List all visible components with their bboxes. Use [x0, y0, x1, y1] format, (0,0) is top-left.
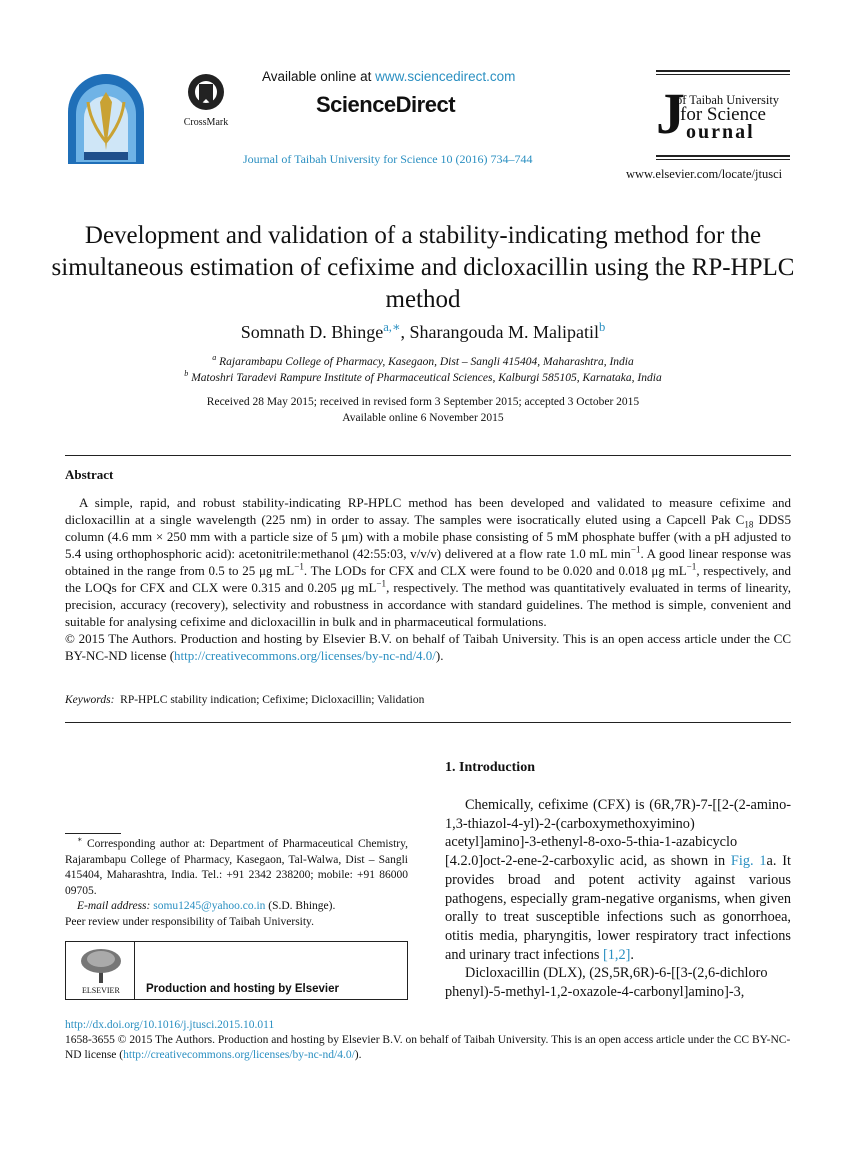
text-segment: ). [354, 1049, 362, 1061]
text-segment: −1 [376, 578, 387, 589]
journal-info[interactable]: Journal of Taibah University for Science 10 (2016) 734–744 [243, 152, 533, 166]
inline-link[interactable]: http://creativecommons.org/licenses/by-nc-nd/4.0/ [123, 1049, 355, 1061]
section-heading-introduction: 1. Introduction [445, 760, 535, 775]
text-segment: −1 [294, 561, 304, 572]
affiliation-a [0, 353, 846, 368]
divider [134, 942, 135, 999]
text-segment: 1658-3655 © 2015 The Authors. Production and hosting by Elsevier B.V. on behalf of Taibah University. This is an open access article under the CC BY-NC-ND license ( [65, 1034, 791, 1061]
journal-logo-j: J [656, 81, 685, 146]
divider [65, 455, 791, 456]
text-segment: , respectively, and the LOQs for CFX and CLX were 0.315 and 0.205 μg mL [65, 563, 792, 595]
peer-review: Peer review under responsibility of Taibah University. [65, 915, 314, 928]
authors [0, 322, 846, 343]
page-footer [65, 1018, 791, 1063]
text-segment: , respectively. The method was quantitatively evaluated in terms of linearity, precision, accuracy (recovery), selectivity and robustness in accordance with standard guidelines. The method is simple, convenient and suitable for analysing cefixime and dicloxacillin in bulk and in pharmaceutical formulations. [65, 580, 791, 629]
author-separator: , [400, 322, 410, 342]
text-segment: ∗ [77, 835, 83, 845]
footnote [65, 837, 408, 930]
email-suffix: (S.D. Bhinge). [265, 900, 336, 912]
journal-logo-line3: ournal [686, 121, 755, 143]
text-segment: . A good linear response was obtained in the range from 0.5 to 25 μg mL [65, 546, 791, 578]
dates-online: Available online 6 November 2015 [342, 412, 504, 424]
affiliation-mark: a [212, 353, 217, 363]
text-segment: a. It provides broad and potent activity against various pathogens, especially gram-negative organisms, when given orally to treat susceptible infections such as gonorrhoea, otitis media, pharyngitis, lower respiratory tract infections and urinary tract infections [445, 853, 791, 963]
inline-link[interactable]: Fig. 1 [730, 853, 767, 870]
text-segment: −1 [630, 544, 641, 555]
journal-logo [656, 70, 790, 163]
abstract-copyright [65, 630, 791, 664]
email-label: E-mail address: [77, 900, 154, 912]
text-segment: . [630, 946, 634, 963]
text-segment: −1 [686, 561, 697, 572]
email-link[interactable]: somu1245@yahoo.co.in [153, 900, 266, 912]
affiliation-text: Rajarambapu College of Pharmacy, Kasegaon, Dist – Sangli 415404, Maharashtra, India [219, 356, 634, 368]
journal-logo-line1: of Taibah University [676, 93, 780, 107]
abstract [65, 494, 791, 664]
paragraph [445, 796, 791, 964]
keywords [65, 694, 424, 706]
crossmark-badge[interactable] [180, 72, 232, 128]
corresponding-author [65, 837, 408, 899]
journal-logo-line2: for Science [680, 104, 766, 125]
author-name: Sharangouda M. Malipatil [409, 322, 599, 342]
abstract-body [65, 494, 791, 630]
abstract-heading: Abstract [65, 467, 114, 482]
affiliation-text: Matoshri Taradevi Rampure Institute of Pharmaceutical Sciences, Kalburgi 585105, Karnataka, India [191, 372, 662, 384]
affiliation-b [0, 369, 846, 384]
article-title: Development and validation of a stability-indicating method for the simultaneous estimation of cefixime and dicloxacillin using the RP-HPLC method [51, 222, 795, 313]
production-hosting: Production and hosting by Elsevier [146, 983, 339, 995]
text-segment: 18 [744, 519, 754, 530]
keywords-label: Keywords: [65, 694, 115, 706]
sciencedirect-logo: ScienceDirect [316, 92, 456, 117]
license-text [65, 1033, 791, 1063]
text-segment: . The LODs for CFX and CLX were found to be 0.020 and 0.018 μg mL [303, 563, 687, 578]
inline-link[interactable]: [1,2] [603, 946, 631, 963]
crossmark-icon [186, 72, 226, 114]
elsevier-logo-text: ELSEVIER [82, 986, 120, 995]
footnote-rule [65, 833, 121, 834]
email-line [65, 899, 408, 915]
sciencedirect-link[interactable]: www.sciencedirect.com [375, 69, 516, 84]
taibah-university-logo [64, 72, 148, 168]
crossmark-label: CrossMark [183, 117, 229, 128]
text-segment: © 2015 The Authors. Production and hosting by Elsevier B.V. on behalf of Taibah University. This is an open access article under the CC BY-NC-ND license ( [65, 631, 791, 663]
divider [656, 70, 790, 75]
available-prefix: Available online at [262, 69, 376, 84]
keywords-list: RP-HPLC stability indication; Cefixime; Dicloxacillin; Validation [120, 694, 425, 706]
elsevier-production-box [65, 941, 408, 1000]
elsevier-tree-icon [78, 947, 124, 985]
author-marks[interactable]: a,∗ [383, 320, 401, 334]
affiliation-mark: b [184, 369, 189, 379]
text-segment: A simple, rapid, and robust stability-indicating RP-HPLC method has been developed and validated to measure cefixime and dicloxacillin at a single wavelength (225 nm) in order to assay. The samples were isocratically eluted using a Capcell Pak C [65, 495, 791, 527]
paragraph [445, 964, 791, 1001]
text-segment: ). [435, 648, 444, 663]
doi-link[interactable]: http://dx.doi.org/10.1016/j.jtusci.2015.10.011 [65, 1019, 275, 1031]
introduction-text [445, 796, 791, 1002]
text-segment: Chemically, cefixime (CFX) is (6R,7R)-7-[[2-(2-amino-1,3-thiazol-4-yl)-2-(carboxymethoxyimino) acetyl]amino]-3-ethenyl-8-oxo-5-thia-1-azabicyclo [4.2.0]oct-2-ene-2-carboxylic acid, as shown in [445, 797, 791, 870]
text-segment: DDS5 column (4.6 mm × 250 mm with a particle size of 5 μm) with a mobile phase consisting of 5 mM phosphate buffer (with a pH adjusted to 5.4 using orthophosphoric acid): acetonitrile:methanol (42:55:03, v/v/v) delivered at a flow rate 1.0 mL min [65, 512, 791, 561]
text-segment: Dicloxacillin (DLX), (2S,5R,6R)-6-[[3-(2,6-dichloro phenyl)-5-methyl-1,2-oxazole-4-carbonyl]amino]-3, [445, 965, 768, 1001]
dates-received: Received 28 May 2015; received in revised form 3 September 2015; accepted 3 October 2015 [206, 396, 640, 408]
divider [65, 722, 791, 723]
author-marks[interactable]: b [598, 320, 606, 334]
article-dates [0, 394, 846, 426]
available-online [262, 69, 515, 84]
elsevier-url[interactable]: www.elsevier.com/locate/jtusci [626, 167, 783, 181]
author-name: Somnath D. Bhinge [240, 322, 384, 342]
inline-link[interactable]: http://creativecommons.org/licenses/by-nc-nd/4.0/ [174, 648, 436, 663]
text-segment: Corresponding author at: Department of Pharmaceutical Chemistry, Rajarambapu College of Pharmacy, Kasegaon, Tal-Walwa, Dist – Sangli 415404, Maharashtra, India. Tel.: +91 2342 238200; mobile: +91 86000 09705. [65, 838, 408, 897]
divider [656, 155, 790, 160]
